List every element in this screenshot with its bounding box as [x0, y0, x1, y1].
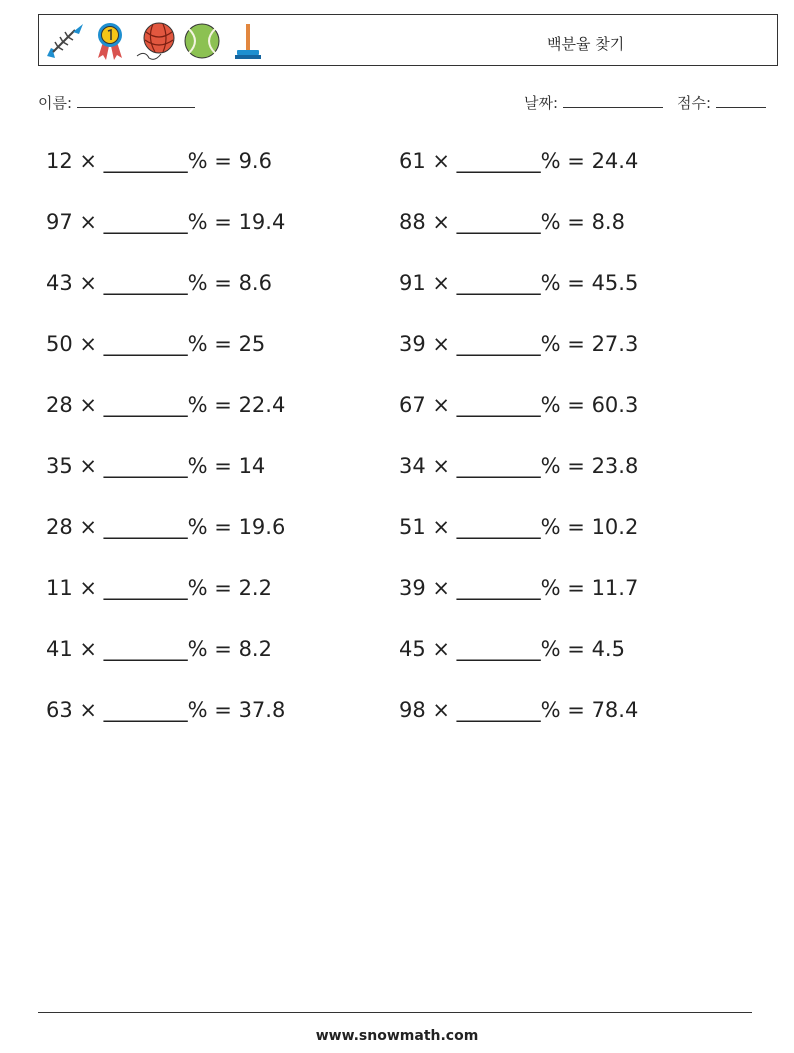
- footer-url: www.snowmath.com: [315, 1028, 479, 1044]
- problem-7: 50 × ________% = 25: [46, 332, 266, 356]
- problem-14: 51 × ________% = 10.2: [399, 515, 639, 539]
- problem-18: 45 × ________% = 4.5: [399, 637, 625, 661]
- award-ribbon-icon: [89, 20, 131, 62]
- fishbone-icon: [43, 20, 85, 62]
- date-field: [524, 92, 663, 113]
- problem-15: 11 × ________% = 2.2: [46, 576, 272, 600]
- date-line: [563, 93, 663, 108]
- footer-divider: [38, 1012, 752, 1013]
- name-line: [77, 93, 195, 108]
- problem-11: 35 × ________% = 14: [46, 454, 266, 478]
- hanoi-tower-icon: [227, 20, 269, 62]
- problem-3: 97 × ________% = 19.4: [46, 210, 286, 234]
- problem-4: 88 × ________% = 8.8: [399, 210, 625, 234]
- problem-17: 41 × ________% = 8.2: [46, 637, 272, 661]
- score-field: [677, 92, 766, 113]
- tennis-ball-icon: [181, 20, 223, 62]
- problem-9: 28 × ________% = 22.4: [46, 393, 286, 417]
- name-label: 이름:: [38, 94, 73, 112]
- yarn-ball-icon: [135, 20, 177, 62]
- date-label: 날짜:: [524, 94, 559, 112]
- problem-19: 63 × ________% = 37.8: [46, 698, 286, 722]
- problem-5: 43 × ________% = 8.6: [46, 271, 272, 295]
- name-field: [38, 92, 195, 113]
- problem-16: 39 × ________% = 11.7: [399, 576, 639, 600]
- problem-12: 34 × ________% = 23.8: [399, 454, 639, 478]
- worksheet-header: [38, 14, 778, 66]
- problem-1: 12 × ________% = 9.6: [46, 149, 272, 173]
- score-label: 점수:: [677, 94, 712, 112]
- problem-10: 67 × ________% = 60.3: [399, 393, 639, 417]
- score-line: [716, 93, 766, 108]
- header-icons: [43, 19, 269, 63]
- problem-8: 39 × ________% = 27.3: [399, 332, 639, 356]
- problem-20: 98 × ________% = 78.4: [399, 698, 639, 722]
- problem-2: 61 × ________% = 24.4: [399, 149, 639, 173]
- problem-13: 28 × ________% = 19.6: [46, 515, 286, 539]
- page-title: 백분율 찾기: [547, 35, 625, 53]
- problem-6: 91 × ________% = 45.5: [399, 271, 639, 295]
